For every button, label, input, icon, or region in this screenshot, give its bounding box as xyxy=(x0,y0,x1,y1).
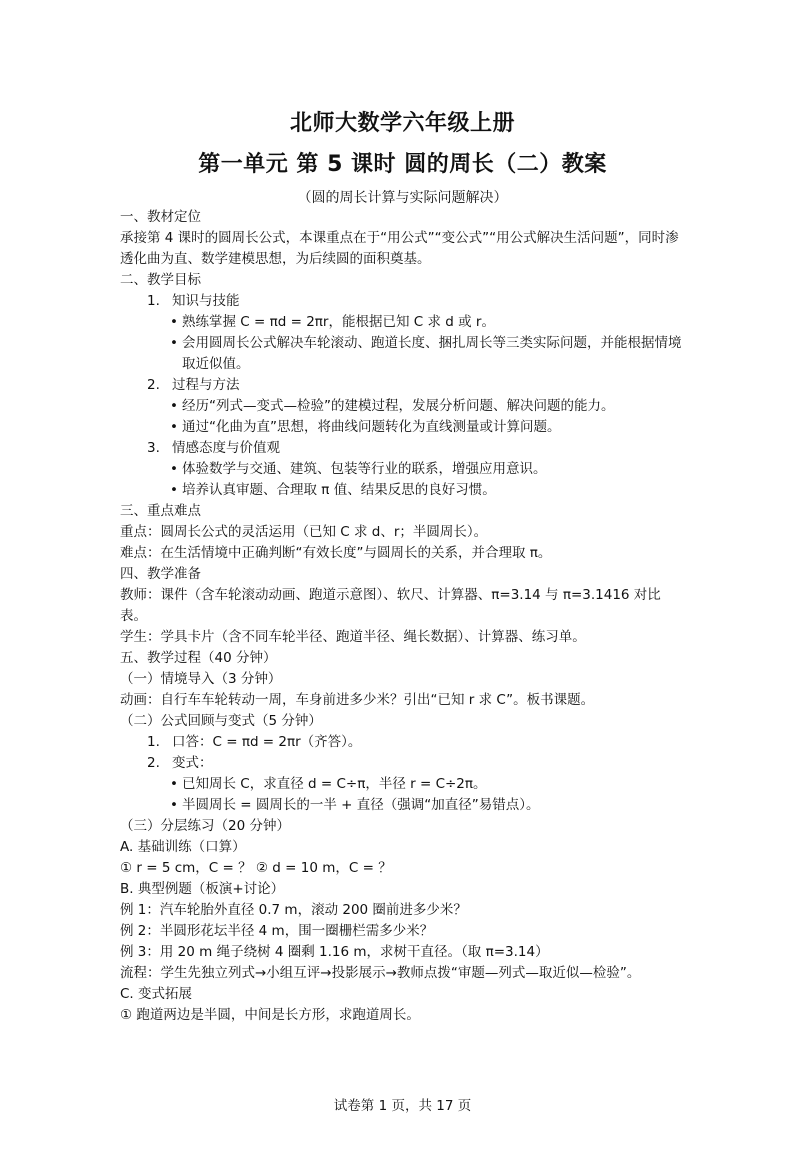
process-1-heading: （一）情境导入（3 分钟） xyxy=(120,671,282,687)
process-2-item-2-text: 变式： xyxy=(172,755,213,771)
goal-2-bullet-2 xyxy=(120,417,685,438)
bullet-icon: • xyxy=(170,461,178,477)
process-2-item-1-number: 1. xyxy=(147,734,160,750)
goal-2-heading xyxy=(120,375,685,396)
process-2-item-2 xyxy=(120,753,685,774)
goal-3-number: 3. xyxy=(147,440,160,456)
process-2-bullet-1-text: 已知周长 C，求直径 d = C÷π，半径 r = C÷2π。 xyxy=(182,776,487,792)
bullet-icon: • xyxy=(170,419,178,435)
process-2-heading: （二）公式回顾与变式（5 分钟） xyxy=(120,713,322,729)
process-2-bullet-2 xyxy=(120,795,685,816)
goal-3-heading xyxy=(120,438,685,459)
document-subtitle: （圆的周长计算与实际问题解决） xyxy=(297,190,508,206)
process-2-bullet-2-text: 半圆周长 = 圆周长的一半 + 直径（强调“加直径”易错点）。 xyxy=(182,797,540,813)
process-1-text: 动画：自行车车轮转动一周，车身前进多少米？引出“已知 r 求 C”。板书课题。 xyxy=(120,692,595,708)
lesson-title: 第一单元 第 5 课时 圆的周长（二）教案 xyxy=(198,152,607,177)
exercise-a-items: ① r = 5 cm，C = ？ ② d = 10 m，C = ？ xyxy=(120,860,392,876)
goal-2-number: 2. xyxy=(147,377,160,393)
student-preparation: 学生：学具卡片（含不同车轮半径、跑道半径、绳长数据）、计算器、练习单。 xyxy=(120,629,586,645)
section-heading-3: 三、重点难点 xyxy=(120,503,201,519)
example-3: 例 3：用 20 m 绳子绕树 4 圈剩 1.16 m，求树干直径。（取 π=3.14） xyxy=(120,944,549,960)
goal-2-bullet-1-text: 经历“列式—变式—检验”的建模过程，发展分析问题、解决问题的能力。 xyxy=(182,398,615,414)
process-2-item-1 xyxy=(120,732,685,753)
process-2-bullet-1 xyxy=(120,774,685,795)
example-2: 例 2：半圆形花坛半径 4 m，围一圈栅栏需多少米？ xyxy=(120,923,434,939)
goal-3-bullet-2 xyxy=(120,480,685,501)
page-footer: 试卷第 1 页，共 17 页 xyxy=(333,1098,472,1114)
goal-1-bullet-2 xyxy=(120,333,685,375)
goal-1-bullet-1-text: 熟练掌握 C = πd = 2πr，能根据已知 C 求 d 或 r。 xyxy=(182,314,495,330)
bullet-icon: • xyxy=(170,398,178,414)
section-1-text: 承接第 4 课时的圆周长公式，本课重点在于“用公式”“变公式”“用公式解决生活问题”，同时渗透化曲为直、数学建模思想，为后续圆的面积奠基。 xyxy=(120,230,679,267)
exercise-c-item-1: ① 跑道两边是半圆，中间是长方形，求跑道周长。 xyxy=(120,1007,420,1023)
section-heading-2: 二、教学目标 xyxy=(120,272,201,288)
process-flow: 流程：学生先独立列式→小组互评→投影展示→教师点拨“审题—列式—取近似—检验”。 xyxy=(120,965,641,981)
difficulty-point: 难点：在生活情境中正确判断“有效长度”与圆周长的关系，并合理取 π。 xyxy=(120,545,552,561)
bullet-icon: • xyxy=(170,482,178,498)
bullet-icon: • xyxy=(170,314,178,330)
process-3-heading: （三）分层练习（20 分钟） xyxy=(120,818,290,834)
bullet-icon: • xyxy=(170,776,178,792)
exercise-b-heading: B. 典型例题（板演+讨论） xyxy=(120,881,285,897)
goal-3-bullet-1 xyxy=(120,459,685,480)
goal-2-title: 过程与方法 xyxy=(172,377,240,393)
example-1: 例 1：汽车轮胎外直径 0.7 m，滚动 200 圈前进多少米？ xyxy=(120,902,467,918)
goal-3-bullet-2-text: 培养认真审题、合理取 π 值、结果反思的良好习惯。 xyxy=(182,482,496,498)
goal-1-bullet-2-text: 会用圆周长公式解决车轮滚动、跑道长度、捆扎周长等三类实际问题，并能根据情境取近似值。 xyxy=(182,335,682,372)
key-point: 重点：圆周长公式的灵活运用（已知 C 求 d、r；半圆周长）。 xyxy=(120,524,488,540)
teacher-preparation: 教师：课件（含车轮滚动动画、跑道示意图）、软尺、计算器、π=3.14 与 π=3.1416 对比表。 xyxy=(120,587,661,624)
process-2-item-2-number: 2. xyxy=(147,755,160,771)
bullet-icon: • xyxy=(170,797,178,813)
document-body xyxy=(120,207,685,1026)
goal-2-bullet-1 xyxy=(120,396,685,417)
goal-1-heading xyxy=(120,291,685,312)
goal-2-bullet-2-text: 通过“化曲为直”思想，将曲线问题转化为直线测量或计算问题。 xyxy=(182,419,561,435)
goal-1-title: 知识与技能 xyxy=(172,293,240,309)
exercise-c-heading: C. 变式拓展 xyxy=(120,986,193,1002)
section-heading-4: 四、教学准备 xyxy=(120,566,201,582)
section-heading-1: 一、教材定位 xyxy=(120,209,201,225)
process-2-item-1-text: 口答：C = πd = 2πr（齐答）。 xyxy=(172,734,362,750)
bullet-icon: • xyxy=(170,335,178,351)
goal-1-bullet-1 xyxy=(120,312,685,333)
document-title: 北师大数学六年级上册 xyxy=(289,111,515,136)
goal-1-number: 1. xyxy=(147,293,160,309)
section-heading-5: 五、教学过程（40 分钟） xyxy=(120,650,277,666)
goal-3-bullet-1-text: 体验数学与交通、建筑、包装等行业的联系，增强应用意识。 xyxy=(182,461,547,477)
goal-3-title: 情感态度与价值观 xyxy=(172,440,280,456)
exercise-a-heading: A. 基础训练（口算） xyxy=(120,839,246,855)
